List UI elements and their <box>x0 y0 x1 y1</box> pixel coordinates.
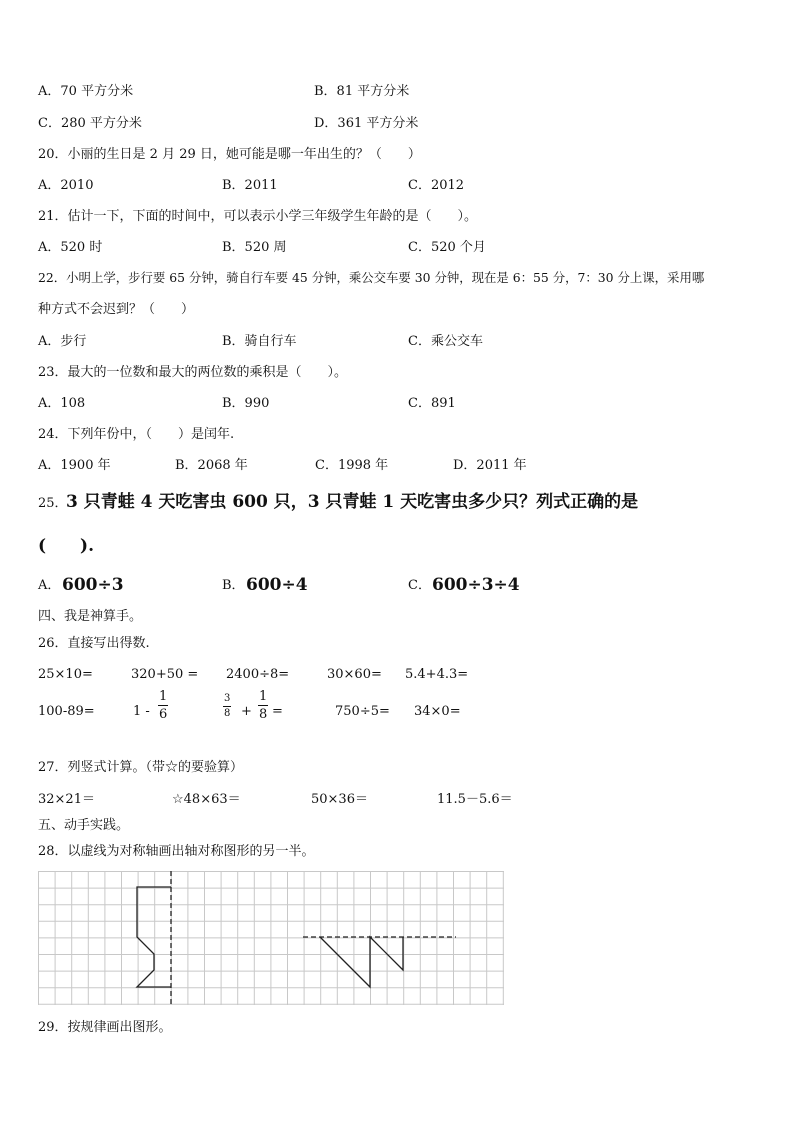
calc-item: 34×0= <box>414 704 461 719</box>
question-20-stem: 20．小丽的生日是 2 月 29 日，她可能是哪一年出生的？（ ） <box>38 147 421 162</box>
calc-item: 30×60= <box>327 667 382 682</box>
option-c: C．2012 <box>408 178 465 193</box>
option-a: A．2010 <box>38 178 94 193</box>
option-c: C．乘公交车 <box>408 334 483 349</box>
calc-item: 750÷5= <box>335 704 390 719</box>
fraction <box>223 694 231 719</box>
fraction-bar <box>158 705 168 706</box>
question-22-stem-line1: 22．小明上学，步行要 65 分钟，骑自行车要 45 分钟，乘公交车要 30 分钟，现在是 6：55 分，7：30 分上课，采用哪 <box>38 270 705 285</box>
question-21-stem: 21．估计一下，下面的时间中，可以表示小学三年级学生年龄的是（ ）。 <box>38 209 478 224</box>
calc-item: 32×21＝ <box>38 792 95 807</box>
calc-item: 50×36＝ <box>311 792 368 807</box>
calc-item: 25×10= <box>38 667 93 682</box>
option-b: B．81 平方分米 <box>314 84 410 99</box>
question-22-stem-line2: 种方式不会迟到？（ ） <box>38 302 195 317</box>
question-25-number: 25． <box>38 496 68 511</box>
option-d: D．361 平方分米 <box>314 116 419 131</box>
question-25-stem-line1: 3 只青蛙 4 天吃害虫 600 只，3 只青蛙 1 天吃害虫多少只？列式正确的是 <box>66 492 639 512</box>
question-27-stem: 27．列竖式计算。（带☆的要验算） <box>38 760 244 775</box>
section-heading: 四、我是神算手。 <box>38 609 143 624</box>
calc-item: 11.5－5.6＝ <box>437 792 513 807</box>
option-b: B．990 <box>222 396 270 411</box>
option-a: A．步行 <box>38 334 87 349</box>
option-d: D．2011 年 <box>453 458 527 473</box>
option-a-label: A． <box>38 578 61 593</box>
question-24-stem: 24．下列年份中，（ ）是闰年. <box>38 427 235 442</box>
fraction-denominator: 6 <box>159 707 168 722</box>
option-a: A．1900 年 <box>38 458 111 473</box>
calc-item: 5.4+4.3= <box>405 667 469 682</box>
question-28-stem: 28．以虚线为对称轴画出轴对称图形的另一半。 <box>38 844 315 859</box>
plus-sign: + <box>241 704 252 719</box>
option-c: C．280 平方分米 <box>38 116 142 131</box>
fraction <box>158 690 168 721</box>
fraction-bar <box>258 705 268 706</box>
calc-item: ☆48×63＝ <box>172 792 241 807</box>
symmetry-grid <box>38 871 504 1005</box>
section-heading: 五、动手实践。 <box>38 818 130 833</box>
fraction <box>258 690 268 721</box>
fraction-numerator: 1 <box>159 689 168 704</box>
calc-item: 100-89= <box>38 704 95 719</box>
option-b-label: B． <box>222 578 245 593</box>
option-c: C．520 个月 <box>408 240 486 255</box>
calc-item-prefix: 1 - <box>133 704 150 719</box>
option-b: B．520 周 <box>222 240 287 255</box>
option-a: A．70 平方分米 <box>38 84 134 99</box>
fraction-denominator: 8 <box>259 707 268 722</box>
option-c-label: C． <box>408 578 431 593</box>
question-25-stem-line2: ( ). <box>38 536 95 556</box>
option-c: C．1998 年 <box>315 458 389 473</box>
fraction-numerator: 1 <box>259 689 268 704</box>
option-c: 600÷3÷4 <box>432 575 520 595</box>
calc-item: 320+50 = <box>131 667 199 682</box>
grid-lines <box>38 871 504 1005</box>
option-a: A．108 <box>38 396 86 411</box>
option-a: 600÷3 <box>62 575 124 595</box>
question-26-stem: 26．直接写出得数. <box>38 636 150 651</box>
option-c: C．891 <box>408 396 456 411</box>
calc-item: 2400÷8= <box>226 667 290 682</box>
question-29-stem: 29．按规律画出图形。 <box>38 1020 172 1035</box>
half-shape-left <box>137 887 171 987</box>
equals-sign: = <box>272 704 283 719</box>
option-b: B．2068 年 <box>175 458 248 473</box>
fraction-denominator: 8 <box>224 708 231 719</box>
fraction-bar <box>223 706 231 707</box>
half-shape-bottom <box>320 937 403 987</box>
question-23-stem: 23．最大的一位数和最大的两位数的乘积是（ ）。 <box>38 365 348 380</box>
option-b: B．2011 <box>222 178 278 193</box>
fraction-numerator: 3 <box>224 693 231 704</box>
option-b: B．骑自行车 <box>222 334 297 349</box>
option-a: A．520 时 <box>38 240 103 255</box>
option-b: 600÷4 <box>246 575 308 595</box>
